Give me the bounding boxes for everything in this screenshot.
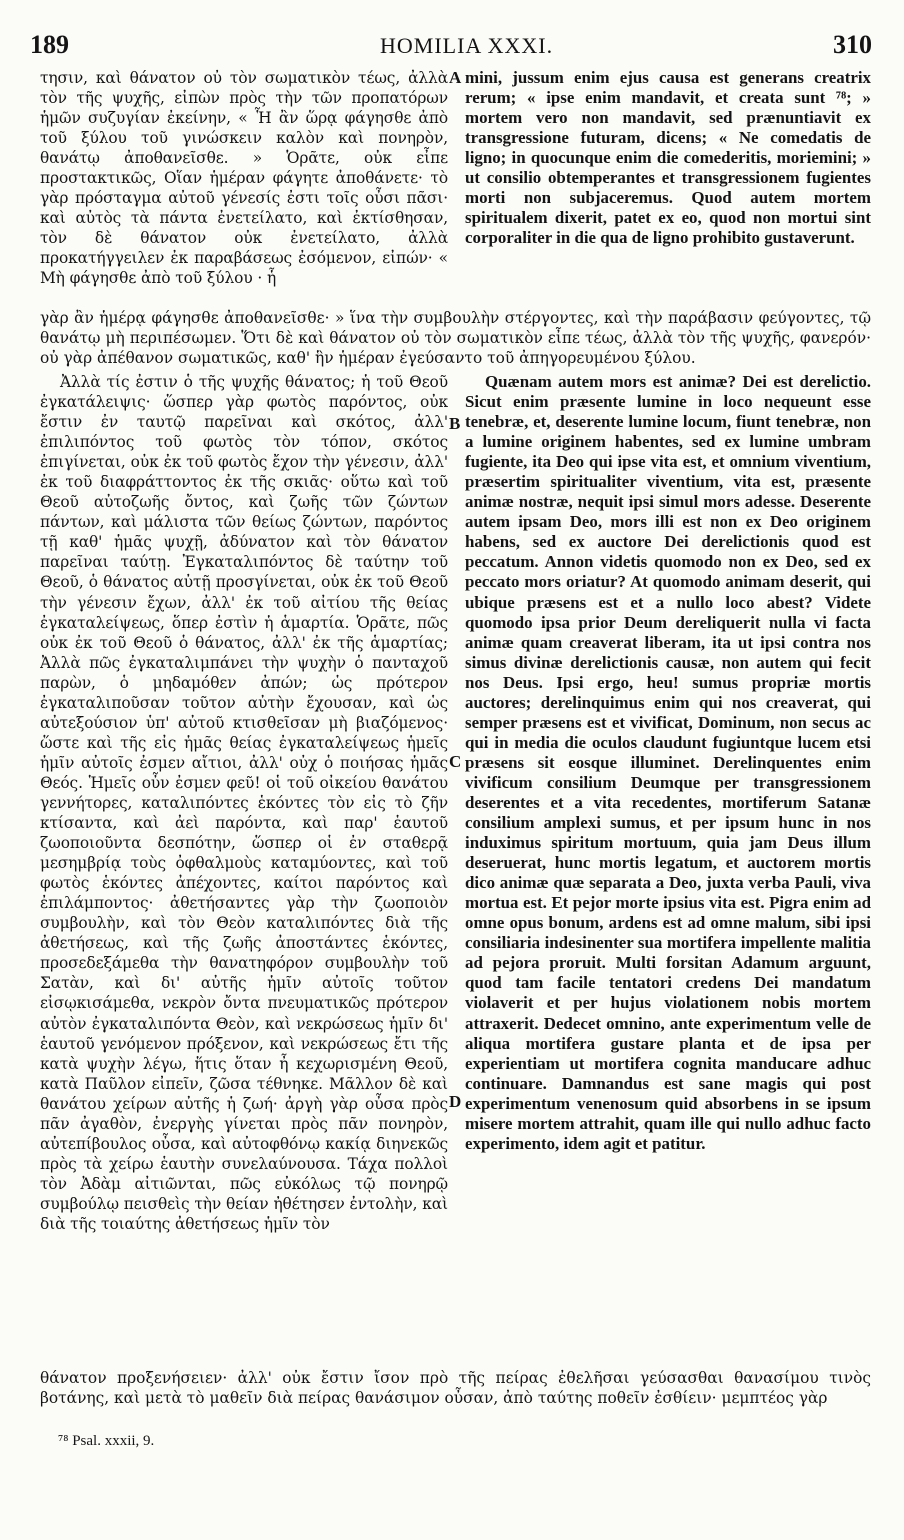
latin-column-main [465,372,871,1362]
page-number-left: 189 [30,30,69,59]
greek-continuation-2: θάνατον προξενήσειεν· ἀλλ' οὐκ ἔστιν ἴσον πρὸ τῆς πείρας ἐθελῆσαι γεύσασθαι θανασίμου τινὸς βοτάνης, καὶ μετὰ τὸ μαθεῖν διὰ πείρας θανάσιμον οὖσαν, ἀπὸ ταύτης ποθεῖν ἐσθίειν· μεμπτέος γὰρ [40,1369,871,1408]
greek-full-width-1 [40,308,871,370]
greek-full-width-2 [40,1368,871,1410]
greek-continuation-1: γὰρ ἂν ἡμέρᾳ φάγησθε ἀποθανεῖσθε· » ἵνα τὴν συμβουλὴν στέργοντες, καὶ τὴν παράβασιν φεύγοντες, τῷ θανάτῳ μὴ περιπέσωμεν. Ὅτι δὲ καὶ θάνατον οὐ τὸν σωματικὸν εἶπε τέως, ἀλλὰ τὸν τῆς ψυχῆς, φανερόν· οὐ γὰρ ἀπέθανον σωματικῶς, καθ' ἣν ἡμέραν ἐγεύσαντο τοῦ ἀπηγορευμένου ξύλου. [40,309,871,368]
greek-paragraph-2: Ἀλλὰ τίς ἐστιν ὁ τῆς ψυχῆς θάνατος; ἡ τοῦ Θεοῦ ἐγκατάλειψις· ὥσπερ γὰρ φωτὸς παρόντος, οὐκ ἔστιν ἐν ταυτῷ παρεῖναι καὶ σκότος, ἀλλ' ἐπιλιπόντος τοῦ φωτὸς τὸν τόπον, σκότος ἐπιγίνεται, οὐκ ἐκ τοῦ φωτὸς ἔχον τὴν γένεσιν, ἀλλ' ἐκ τοῦ διαφράττοντος ἐκ τῆς σκιᾶς· οὕτω καὶ τοῦ Θεοῦ αὐτοζωῆς ὄντος, καὶ ζωῆς τῶν ζώντων πάντων, καὶ μάλιστα τῶν θείως ζώντων, παρόντος τῇ καθ' ἡμᾶς ψυχῇ, ἀδύνατον καὶ τὸν θάνατον παρεῖναι ταύτῃ. Ἐγκαταλιπόντος δὲ ταύτην τοῦ Θεοῦ, ὁ θάνατος αὐτῇ προσγίνεται, οὐκ ἐκ τοῦ Θεοῦ τὴν γένεσιν ἔχων, ἀλλ' ἐκ τοῦ αἰτίου τῆς θείας ἐγκαταλείψεως, ὅπερ ἐστὶν ἡ ἁμαρτία. Ὁρᾶτε, πῶς οὐκ ἐκ τοῦ Θεοῦ ὁ θάνατος, ἀλλ' ἐκ τῆς ἁμαρτίας; Ἀλλὰ πῶς ἐγκαταλιμπάνει τὴν ψυχὴν ὁ πανταχοῦ παρὼν, ὁ μηδαμόθεν ἀπών; ὡς πρότερον ἐγκαταλιποῦσαν τοῦτον αὐτὴν ἔχουσαν, καὶ ὡς αὐτεξούσιον ὑπ' αὐτοῦ κτισθεῖσαν μὴ βιαζόμενος· ὥστε καὶ τῆς εἰς ἡμᾶς θείας ἐγκαταλείψεως ἡμεῖς ἡμῖν αὐτοῖς ἐσμεν αἴτιοι, ἀλλ' οὐχ ὁ ποιήσας ἡμᾶς Θεός. Ἡμεῖς οὖν ἐσμεν φεῦ! οἱ τοῦ οἰκείου θανάτου γεννήτορες, καταλιπόντες ἑκόντες τὸν εἰς τὸ ζῆν κτίσαντα, καὶ ἀεὶ παρόντα, καὶ παρ' ἑαυτοῦ ζωοποιοῦντα δεσπότην, ὥσπερ οἱ ἐν σταθερᾷ μεσημβρίᾳ τοὺς ὀφθαλμοὺς καταμύοντες, καὶ τοῦ φωτὸς ἑκόντες ἀπέχοντες, καίτοι παρόντος καὶ ἐπιλάμποντος· ἀθετήσαντες γὰρ τὴν ζωοποιὸν συμβουλὴν, καὶ τὸν Θεὸν καταλιπόντες διὰ τῆς ἀθετήσεως, καὶ τῆς ζωῆς ἀποστάντες ἑκόντες, προσεδεξάμεθα τὴν θανατηφόρον συμβουλὴν τοῦ Σατὰν, καὶ δι' αὐτῆς ἡμῖν αὐτοῖς τοῦτον εἰσῳκισάμεθα, νεκρὸν ὄντα πνευματικῶς πρότερον αὐτὸν ἐγκαταλιπόντα Θεὸν, καὶ νεκρώσεως ἡμῖν δι' ἑαυτοῦ γενόμενον πρόξενον, καὶ νεκρώσεως ἔτι τῆς κατὰ ψυχὴν λέγω, ἥτις ὅταν ἦ κεχωρισμένη Θεοῦ, κατὰ Παῦλον εἰπεῖν, ζῶσα τέθνηκε. Μᾶλλον δὲ καὶ θανάτου χείρων αὐτῆς ἡ ζωή· ἀργὴ γὰρ οὖσα πρὸς πᾶν ἀγαθὸν, ἐνεργὴς γίνεται πρὸς πᾶν πονηρὸν, αὐτεπίβουλος οὖσα, καὶ αὐτοφθόνῳ κακίᾳ διηνεκῶς πρὸς τὰ χείρω ἑαυτὴν συνελαύνουσα. Τάχα πολλοὶ τὸν Ἀδὰμ αἰτιῶνται, πῶς εὐκόλως τῷ πονηρῷ συμβούλῳ πεισθεὶς τὴν θείαν ἠθέτησεν ἐντολὴν, καὶ διὰ τῆς τοιαύτης ἀθετήσεως ἡμῖν τὸν [40,373,448,1233]
margin-marker-a: A [449,68,462,87]
footnote: ⁷⁸ Psal. xxxii, 9. [58,1433,155,1449]
latin-column-top [465,68,871,296]
greek-column-main [40,372,448,1362]
margin-marker-c: C [449,752,462,771]
margin-marker-b: B [449,414,461,433]
greek-paragraph-1: τησιν, καὶ θάνατον οὐ τὸν σωματικὸν τέως, ἀλλὰ τὸν τῆς ψυχῆς, εἰπὼν πρὸς τὴν τῶν προπατόρων ἡμῶν συζυγίαν ἐκείνην, « Ἧ ἂν ὥρᾳ φάγησθε ἀπὸ τοῦ ξύλου τοῦ γινώσκειν καλὸν καὶ πονηρὸν, θανάτῳ ἀποθανεῖσθε. » Ὁρᾶτε, οὐκ εἶπε προστακτικῶς, Οἵαν ἡμέραν φάγητε ἀποθάνετε· τὸ γὰρ πρόσταγμα αὐτοῦ γένεσίς ἐστι τοῖς οὖσι πᾶσι· καὶ αὐτὸς τὰ πάντα ἐνετείλατο, καὶ ἐκτίσθησαν, τὸν δὲ θάνατον οὐκ ἐνετείλατο, ἀλλὰ προκατήγγειλεν ἐκ παραβάσεως ἐσόμενον, εἰπών· « Μὴ φάγησθε ἀπὸ τοῦ ξύλου · ἧ [40,69,448,288]
page-number-right: 310 [833,30,872,59]
latin-paragraph-2: Quænam autem mors est animæ? Dei est derelictio. Sicut enim præsente lumine in loco nequeunt esse tenebræ, et, deserente lumine locum, fiunt tenebræ, non a lumine originem habentes, sed ex lumine umbram fugiente, ita Deo qui ipse vita est, et omnium viventium, præsertim spiritualiter viventium, vita est, præsente animæ nostræ, nequit ipsi simul mors adesse. Deserente autem ipsam Deo, mors illi est non ex Deo originem habens, sed ex auctore Dei derelictionis quod est peccatum. Annon videtis quomodo non ex Deo, sed ex peccato mors oriatur? At quomodo animam deserit, qui ubique præsens est et a nullo loco abest? Videte quomodo ipsa prior Deum dereliquerit nulla vi facta animæ quam creaverat liberam, ita ut ipsi contra nos simus divinæ derelictionis causæ, non autem qui fecit nos Deus. Ipsi ergo, heu! sumus propriæ mortis auctores; derelinquimus enim qui nos creaverat, qui semper præsens est et vivificat, Dominum, non secus ac qui in media die oculos claudunt fugiuntque lucem etsi præsens sit eosque illuminet. Derelinquentes enim vivificum consilium Deumque per transgressionem deserentes et a vita recedentes, mortiferum Satanæ consilium amplexi sumus, et per ipsum hunc in nos induximus spiritum mortuum, quia jam Deus illum deseruerat, hunc mortis legatum, et auctorem mortis dico animæ quæ separata a Deo, juxta verba Pauli, viva mortua est. Et pejor morte ipsius vita est. Pigra enim ad omne opus bonum, ardens est ad omne malum, sibi ipsi consiliaria indesinenter sua mortifera impellente malitia ad pejora proruit. Multi forsitan Adamum arguunt, quod tam facile tentatori credens Dei mandatum violaverit et per hujus violationem nobis mortem attraxerit. Dedecet omnino, ante experimentum velle de aliqua mortifera gustare planta et de ipsa per experientiam ut mortifera cognita manducare adhuc continuare. Damnandus est sane magis qui post experimentum venenosum quid absorbens in se ipsum misere mortem attrahit, quam ille qui nullo adhuc facto experimento, idem agit et patitur. [465,372,871,1153]
latin-paragraph-1: mini, jussum enim ejus causa est generans creatrix rerum; « ipse enim mandavit, et creata sunt ⁷⁸; » mortem vero non mandavit, sed prænuntiavit ex transgressione futuram, dicens; « Ne comedatis de ligno; in quocunque enim die comederitis, moriemini; » ut consilio obtemperantes et transgressionem fugientes morti non subjaceremus. Quod autem mortem spiritualem dixerit, patet ex eo, quod non mortui sint corporaliter in die qua de ligno prohibito gustaverunt. [465,68,871,248]
greek-column-top [40,68,448,296]
margin-marker-d: D [449,1092,462,1111]
running-header [30,30,872,64]
page-title: HOMILIA XXXI. [380,33,554,58]
